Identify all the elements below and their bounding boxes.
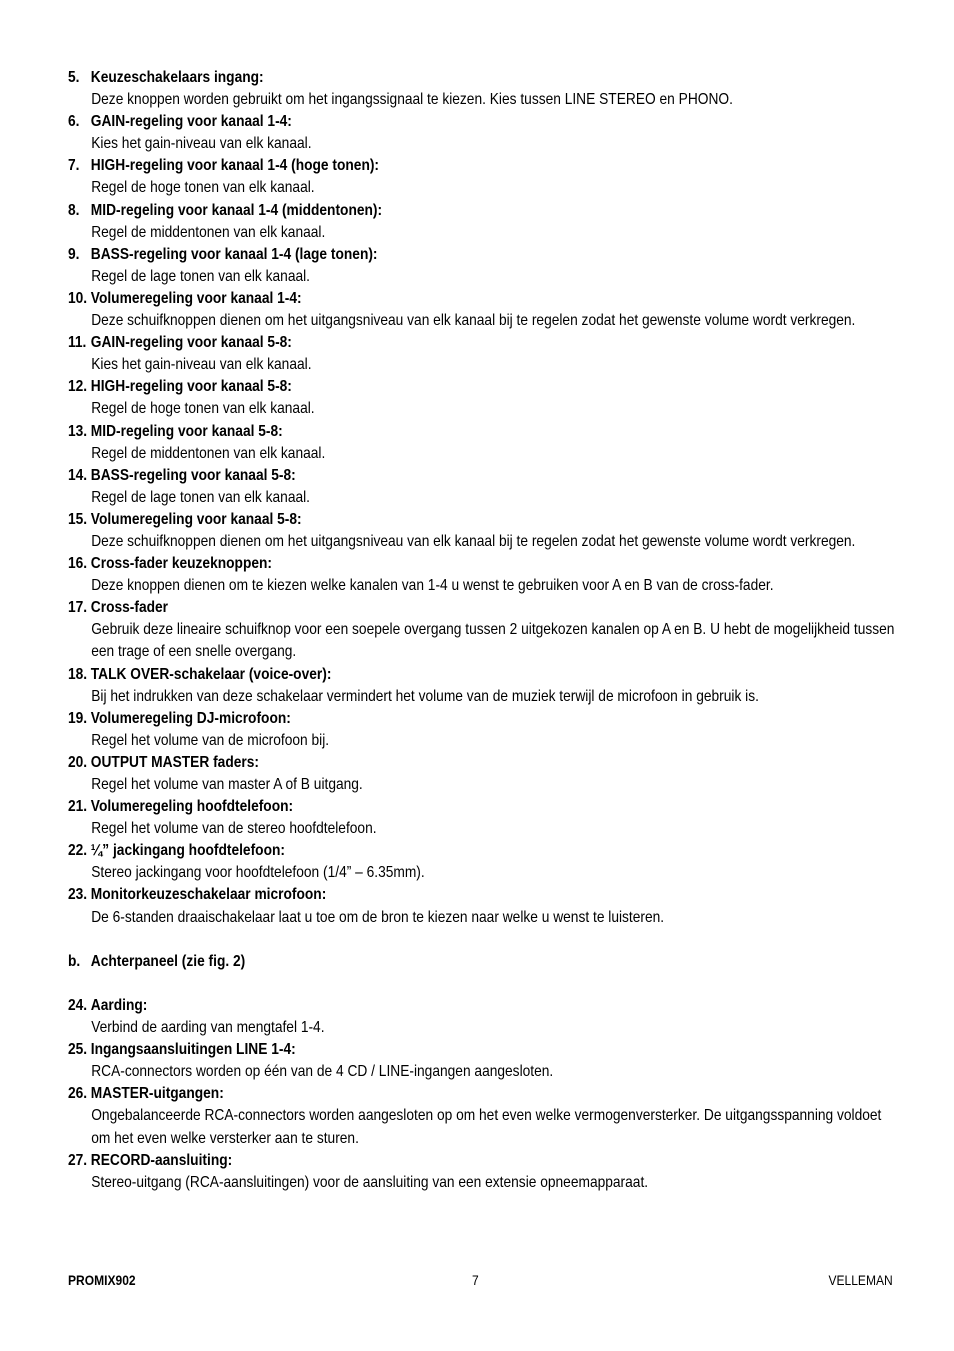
item-number: 16. <box>68 555 88 573</box>
item-heading <box>68 376 773 398</box>
item-title: GAIN-regeling voor kanaal 1-4: <box>90 113 292 131</box>
item-heading <box>68 111 773 133</box>
item-title: ¼” jackingang hoofdtelefoon: <box>90 842 285 860</box>
item-number: 25. <box>68 1041 88 1059</box>
front-panel-list <box>68 67 895 929</box>
item-number: 9. <box>68 245 80 263</box>
item-number: 14. <box>68 466 88 484</box>
item-title: Volumeregeling voor kanaal 1-4: <box>90 289 302 307</box>
item-heading <box>68 840 773 862</box>
item-description: Stereo-uitgang (RCA-aansluitingen) voor de aansluiting van een extensie opneemapparaat. <box>91 1173 649 1191</box>
list-item <box>68 1039 888 1083</box>
item-heading <box>68 288 773 310</box>
list-item <box>68 664 888 708</box>
item-heading <box>68 421 773 443</box>
item-title: HIGH-regeling voor kanaal 5-8: <box>90 378 292 396</box>
item-number: 26. <box>68 1085 88 1103</box>
item-title: TALK OVER-schakelaar (voice-over): <box>90 665 332 683</box>
item-description: Bij het indrukken van deze schakelaar vermindert het volume van de muziek terwijl de microfoon in gebruik is. <box>91 687 759 705</box>
list-item <box>68 708 888 752</box>
spacer <box>68 929 888 951</box>
item-heading <box>68 884 773 906</box>
item-heading <box>68 664 773 686</box>
item-description: Regel het volume van master A of B uitgang. <box>91 776 363 793</box>
footer-page-number: 7 <box>472 1272 479 1288</box>
list-item <box>68 597 895 663</box>
item-description: Regel de hoge tonen van elk kanaal. <box>91 400 315 418</box>
item-title: BASS-regeling voor kanaal 1-4 (lage tonen): <box>90 245 378 263</box>
item-description: Regel de hoge tonen van elk kanaal. <box>91 179 315 197</box>
item-heading <box>68 1083 773 1105</box>
list-item <box>68 553 888 597</box>
item-number: 15. <box>68 510 88 528</box>
list-item <box>68 465 888 509</box>
item-title: Cross-fader <box>90 599 169 617</box>
list-item <box>68 796 888 840</box>
item-title: RECORD-aansluiting: <box>90 1151 233 1169</box>
item-heading <box>68 509 773 531</box>
item-description: Ongebalanceerde RCA-connectors worden aangesloten op om het even welke vermogenversterker. De uitgangsspanning voldoet om het even welke versterker aan te sturen. <box>91 1107 882 1147</box>
item-heading <box>68 708 773 730</box>
item-title: Ingangsaansluitingen LINE 1-4: <box>90 1041 296 1059</box>
item-heading <box>68 1039 773 1061</box>
section-letter: b. <box>68 952 81 970</box>
item-description: Gebruik deze lineaire schuifknop voor een soepele overgang tussen 2 uitgekozen kanalen op A en B. U hebt de mogelijkheid tussen een trage of een snelle overgang. <box>91 621 895 661</box>
item-description: Deze schuifknoppen dienen om het uitgangsniveau van elk kanaal bij te regelen zodat het gewenste volume wordt verkregen. <box>91 312 856 330</box>
list-item <box>68 155 888 199</box>
item-description: Deze knoppen worden gebruikt om het ingangssignaal te kiezen. Kies tussen LINE STEREO en PHONO. <box>91 91 733 109</box>
item-heading <box>68 67 773 89</box>
item-number: 13. <box>68 422 88 440</box>
item-number: 20. <box>68 753 88 771</box>
item-number: 21. <box>68 798 88 816</box>
list-item <box>68 840 888 884</box>
item-heading <box>68 796 773 818</box>
item-title: OUTPUT MASTER faders: <box>90 753 259 771</box>
footer-brand: VELLEMAN <box>828 1272 893 1288</box>
item-number: 8. <box>68 201 80 219</box>
item-heading <box>68 155 773 177</box>
item-description: De 6-standen draaischakelaar laat u toe om de bron te kiezen naar welke u wenst te luisteren. <box>91 908 665 926</box>
item-description: Regel de middentonen van elk kanaal. <box>91 444 326 462</box>
item-title: Aarding: <box>90 996 148 1014</box>
item-title: Cross-fader keuzeknoppen: <box>90 555 273 573</box>
section-title: Achterpaneel (zie fig. 2) <box>90 952 246 970</box>
item-description: Kies het gain-niveau van elk kanaal. <box>91 135 312 153</box>
rear-panel-list <box>68 995 888 1194</box>
item-title: Keuzeschakelaars ingang: <box>90 69 264 86</box>
item-heading <box>68 553 773 575</box>
item-description: Regel de middentonen van elk kanaal. <box>91 223 326 241</box>
item-number: 23. <box>68 886 88 904</box>
item-description: Stereo jackingang voor hoofdtelefoon (1/4” – 6.35mm). <box>91 864 425 882</box>
list-item <box>68 752 888 796</box>
list-item <box>68 67 888 111</box>
item-number: 27. <box>68 1151 88 1169</box>
list-item <box>68 332 888 376</box>
item-number: 10. <box>68 289 88 307</box>
page-footer <box>68 1272 893 1292</box>
list-item <box>68 884 888 928</box>
list-item <box>68 1083 888 1149</box>
manual-page <box>68 67 895 1194</box>
item-number: 12. <box>68 378 88 396</box>
section-heading <box>68 951 773 973</box>
item-heading <box>68 597 773 619</box>
item-number: 6. <box>68 113 80 131</box>
list-item <box>68 288 888 332</box>
item-heading <box>68 752 773 774</box>
item-heading <box>68 1150 773 1172</box>
item-description: Regel de lage tonen van elk kanaal. <box>91 488 311 506</box>
item-description: Kies het gain-niveau van elk kanaal. <box>91 356 312 374</box>
list-item <box>68 376 888 420</box>
list-item <box>68 200 888 244</box>
item-title: MID-regeling voor kanaal 5-8: <box>90 422 283 440</box>
item-title: GAIN-regeling voor kanaal 5-8: <box>90 334 292 352</box>
item-number: 11. <box>68 334 87 352</box>
item-description: Deze schuifknoppen dienen om het uitgangsniveau van elk kanaal bij te regelen zodat het gewenste volume wordt verkregen. <box>91 532 856 550</box>
spacer <box>68 973 888 995</box>
item-title: Volumeregeling hoofdtelefoon: <box>90 798 294 816</box>
item-title: BASS-regeling voor kanaal 5-8: <box>90 466 296 484</box>
item-description: Deze knoppen dienen om te kiezen welke kanalen van 1-4 u wenst te gebruiken voor A en B van de cross-fader. <box>91 577 774 595</box>
item-number: 19. <box>68 709 88 727</box>
item-title: HIGH-regeling voor kanaal 1-4 (hoge tonen): <box>90 157 380 175</box>
item-title: MID-regeling voor kanaal 1-4 (middentonen): <box>90 201 383 219</box>
item-number: 18. <box>68 665 88 683</box>
list-item <box>68 244 888 288</box>
list-item <box>68 421 888 465</box>
item-description: Verbind de aarding van mengtafel 1-4. <box>91 1019 325 1037</box>
list-item <box>68 995 888 1039</box>
item-heading <box>68 200 773 222</box>
item-description: Regel de lage tonen van elk kanaal. <box>91 267 311 285</box>
item-description: RCA-connectors worden op één van de 4 CD / LINE-ingangen aangesloten. <box>91 1063 554 1081</box>
item-number: 5. <box>68 69 80 86</box>
item-description: Regel het volume van de stereo hoofdtelefoon. <box>91 820 377 838</box>
item-number: 17. <box>68 599 88 617</box>
item-heading <box>68 465 773 487</box>
item-number: 7. <box>68 157 80 175</box>
item-description: Regel het volume van de microfoon bij. <box>91 731 330 749</box>
list-item <box>68 1150 888 1194</box>
footer-model: PROMIX902 <box>68 1272 136 1288</box>
item-number: 22. <box>68 842 88 860</box>
item-number: 24. <box>68 996 88 1014</box>
item-heading <box>68 995 773 1017</box>
item-heading <box>68 332 773 354</box>
list-item <box>68 111 888 155</box>
item-heading <box>68 244 773 266</box>
item-title: Monitorkeuzeschakelaar microfoon: <box>90 886 327 904</box>
item-title: Volumeregeling DJ-microfoon: <box>90 709 291 727</box>
item-title: Volumeregeling voor kanaal 5-8: <box>90 510 302 528</box>
list-item <box>68 509 888 553</box>
item-title: MASTER-uitgangen: <box>90 1085 224 1103</box>
